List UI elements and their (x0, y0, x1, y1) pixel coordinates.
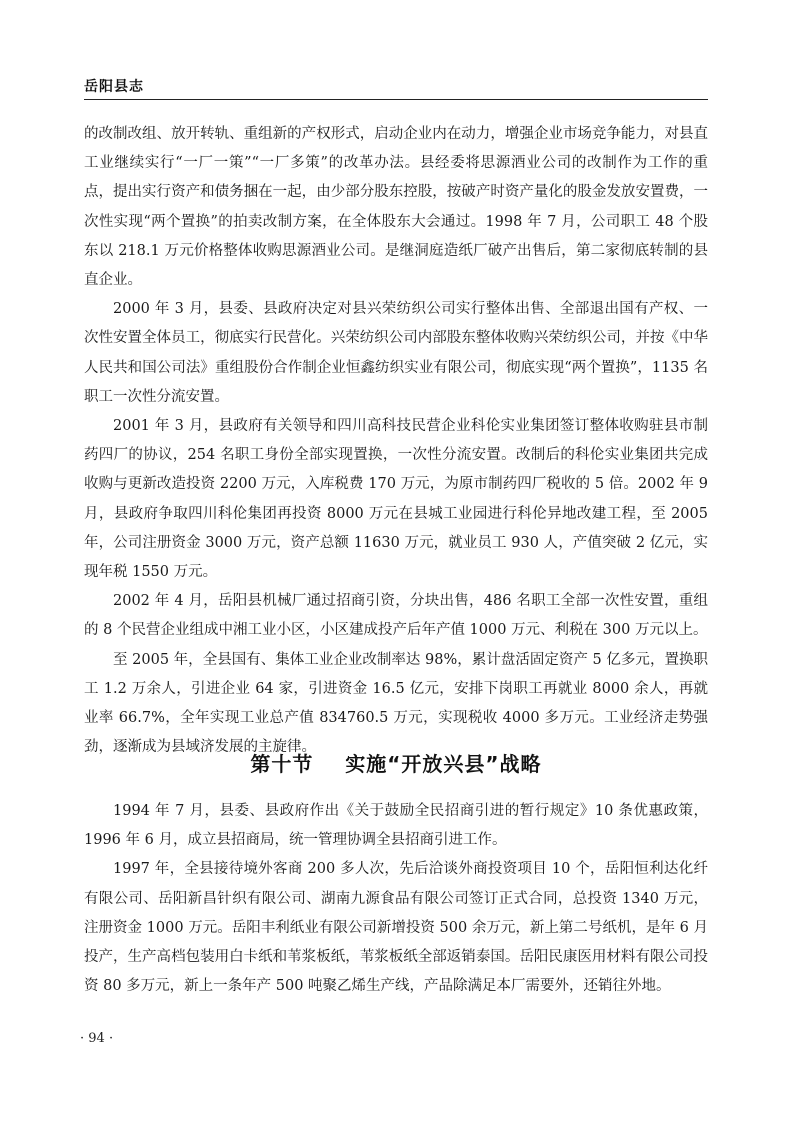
section-body (84, 797, 708, 1001)
paragraph: 2000 年 3 月，县委、县政府决定对县兴荣纺织公司实行整体出售、全部退出国有产权、一次性安置全体员工，彻底实行民营化。兴荣纺织公司内部股东整体收购兴荣纺织公司，并按《中华人民共和国公司法》重组股份合作制企业恒鑫纺织实业有限公司，彻底实现“两个置换”，1135 名职工一次性分流安置。 (84, 301, 708, 405)
page-number: · 94 · (80, 1031, 114, 1046)
section-heading: 第十节 实施“开放兴县”战略 (250, 752, 542, 776)
paragraph: 2002 年 4 月，岳阳县机械厂通过招商引资，分块出售，486 名职工全部一次性安置，重组的 8 个民营企业组成中湘工业小区，小区建成投产后年产值 1000 万元、利税在 300 万元以上。 (84, 593, 708, 639)
paragraph: 2001 年 3 月，县政府有关领导和四川高科技民营企业科伦实业集团签订整体收购驻县市制药四厂的协议，254 名职工身份全部实现置换，一次性分流安置。改制后的科伦实业集团共完成收购与更新改造投资 2200 万元，入库税费 170 万元，为原市制药四厂税收的 5 倍。2002 年 9 月，县政府争取四川科伦集团再投资 8000 万元在县城工业园进行科伦异地改建工程，至 2005 年，公司注册资金 3000 万元，资产总额 11630 万元，就业员工 930 人，产值突破 2 亿元，实现年税 1550 万元。 (84, 418, 708, 581)
paragraph: 至 2005 年，全县国有、集体工业企业改制率达 98%，累计盘活固定资产 5 亿多元，置换职工 1.2 万余人，引进企业 64 家，引进资金 16.5 亿元，安排下岗职工再就业 8000 余人，再就业率 66.7%，全年实现工业总产值 834760.5 万元，实现税收 4000 多万元。工业经济走势强劲，逐渐成为县域济发展的主旋律。 (84, 651, 708, 756)
paragraph: 1997 年，全县接待境外客商 200 多人次，先后洽谈外商投资项目 10 个，岳阳恒利达化纤有限公司、岳阳新昌针织有限公司、湖南九源食品有限公司签订正式合同，总投资 1340 万元，注册资金 1000 万元。岳阳丰利纸业有限公司新增投资 500 余万元，新上第二号纸机，是年 6 月投产，生产高档包装用白卡纸和苇浆板纸，苇浆板纸全部返销泰国。岳阳民康医用材料有限公司投资 80 多万元，新上一条年产 500 吨聚乙烯生产线，产品除满足本厂需要外，还销往外地。 (84, 861, 708, 995)
paragraph: 的改制改组、放开转轨、重组新的产权形式，启动企业内在动力，增强企业市场竞争能力，对县直工业继续实行“一厂一策”“一厂多策”的改革办法。县经委将思源酒业公司的改制作为工作的重点，提出实行资产和债务捆在一起，由少部分股东控股，按破产时资产量化的股金发放安置费，一次性实现“两个置换”的拍卖改制方案，在全体股东大会通过。1998 年 7 月，公司职工 48 个股东以 218.1 万元价格整体收购思源酒业公司。是继洞庭造纸厂破产出售后，第二家彻底转制的县直企业。 (84, 126, 708, 289)
section-body-continued (84, 120, 708, 762)
header-rule (84, 99, 708, 100)
running-head-title: 岳阳县志 (84, 79, 144, 95)
paragraph: 1994 年 7 月，县委、县政府作出《关于鼓励全民招商引进的暂行规定》10 条优惠政策，1996 年 6 月，成立县招商局，统一管理协调全县招商引进工作。 (84, 803, 708, 849)
